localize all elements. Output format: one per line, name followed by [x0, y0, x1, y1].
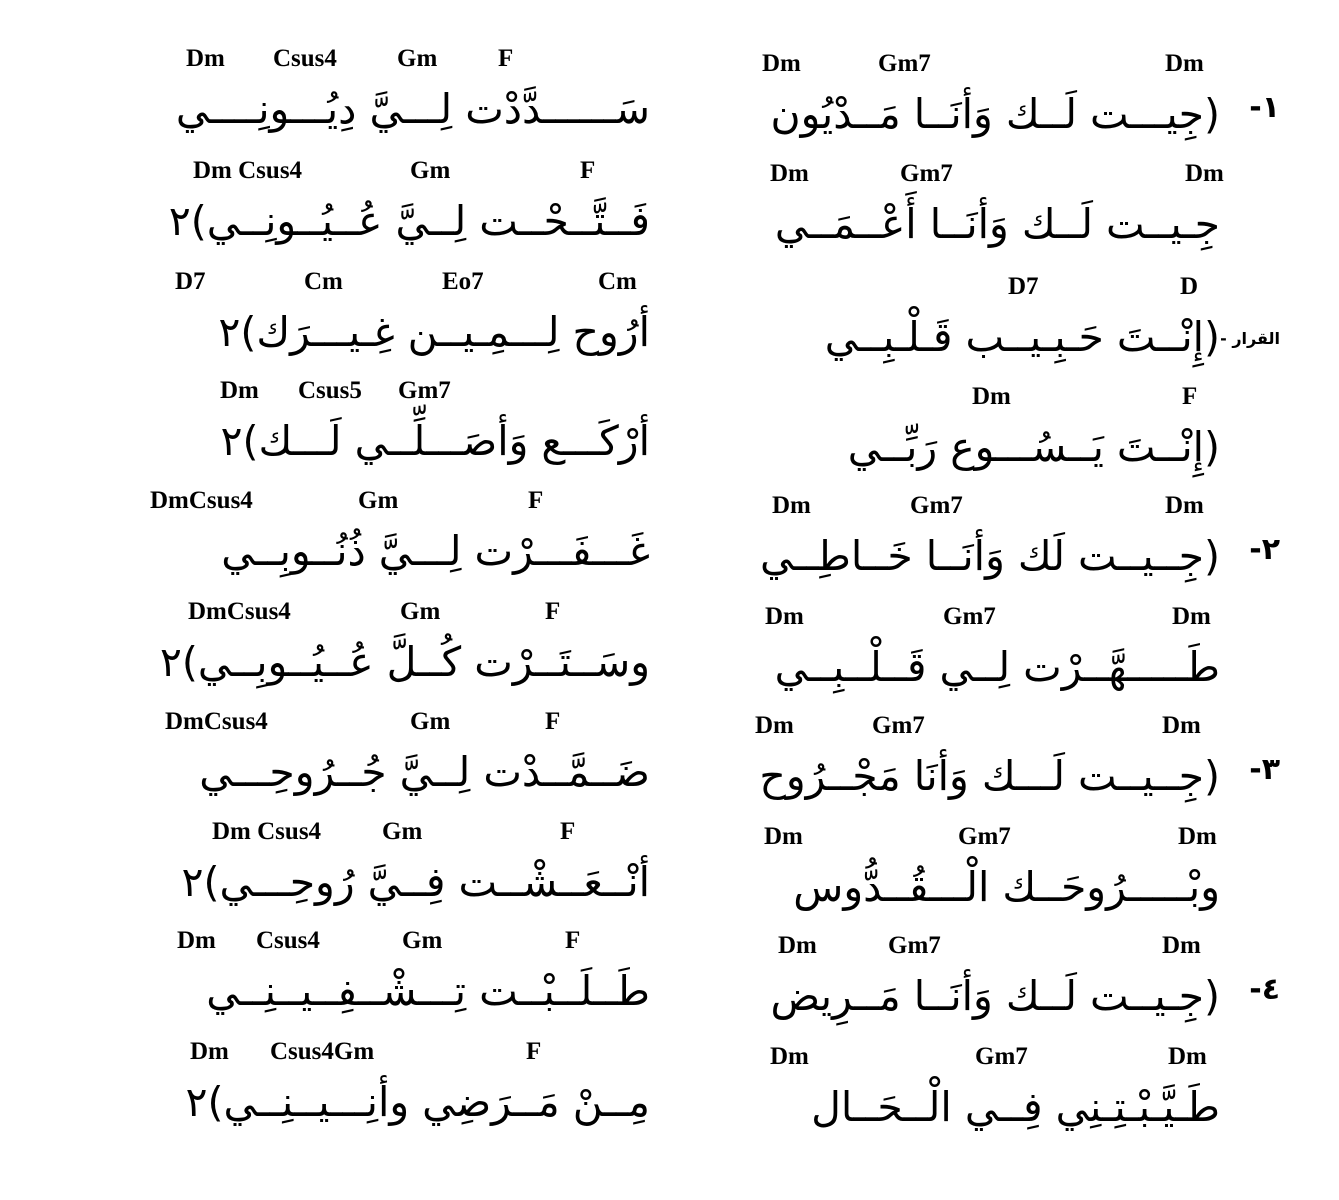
verse-line — [700, 712, 1280, 822]
chord-label: Dm — [177, 927, 216, 954]
lyric-line: جِـيــت لَــك وَأنَــا أَعْــمَــي — [774, 200, 1220, 248]
chord-label: Cm — [304, 268, 343, 295]
chord-label: DmCsus4 — [165, 708, 268, 735]
chord-label: F — [1182, 383, 1198, 410]
chord-label: Dm — [190, 1038, 229, 1065]
verse-line — [90, 1038, 660, 1148]
verse-line — [90, 157, 660, 267]
chord-label: F — [528, 487, 544, 514]
chord-label: Dm — [770, 160, 809, 187]
chord-label: F — [580, 157, 596, 184]
lyric-line: أرْكَـــع وَأصَـــلِّــي لَـــك)٢ — [220, 417, 650, 465]
lyric-line: (جِــيــت لَك وَأنَــا خَــاطِــي — [760, 532, 1220, 580]
chord-label: Dm Csus4 — [212, 818, 322, 845]
verse-line — [700, 823, 1280, 933]
chord-label: Dm Csus4 — [193, 157, 303, 184]
chord-label: D7 — [175, 268, 206, 295]
chord-label: Dm — [1162, 932, 1201, 959]
lyric-line: فَــتَّــحْــت لِــيَّ عُــيُــونِــي)٢ — [168, 197, 650, 245]
chord-label: Dm — [1185, 160, 1224, 187]
left-column — [90, 0, 660, 1200]
chorus-line — [700, 273, 1280, 383]
lyric-line: وبْـــــرُوحَــك الْـــقُــدُّوس — [793, 863, 1220, 911]
chord-label: Gm7 — [878, 50, 931, 77]
lyric-line: (جِـيــت لَــك وَأنَــا مَــرِيض — [770, 972, 1220, 1020]
verse-line — [700, 50, 1280, 160]
lyric-line: طَـــــهَّــرْت لِــي قَــلْــبِــي — [774, 643, 1220, 691]
chord-label: Csus5 — [298, 377, 362, 404]
lyric-line: أنْــعَــشْــت فِــيَّ رُوحِـــي)٢ — [181, 858, 650, 906]
chord-label: Gm — [400, 598, 441, 625]
chord-label: D — [1180, 273, 1199, 300]
chord-label: DmCsus4 — [188, 598, 291, 625]
chord-label: Gm — [382, 818, 423, 845]
chord-label: F — [545, 598, 561, 625]
chord-label: DmCsus4 — [150, 487, 253, 514]
verse-line — [90, 598, 660, 708]
chord-label: Gm7 — [872, 712, 925, 739]
chord-label: Dm — [762, 50, 801, 77]
lyric-line: (جِــيــت لَـــك وَأنَا مَجْــرُوح — [759, 752, 1220, 800]
chord-label: Dm — [764, 823, 803, 850]
chord-label: Dm — [755, 712, 794, 739]
chord-label: Csus4 — [256, 927, 320, 954]
lyric-line: غَـــفَـــرْت لِـــيَّ ذُنُــوبِــي — [221, 527, 650, 575]
chord-label: Csus4Gm — [270, 1038, 375, 1065]
chord-label: Gm — [410, 157, 451, 184]
chorus-label: القرار - — [1220, 329, 1280, 348]
lyric-line: طَـيَّـبْـتِـنِي فِــي الْــحَــال — [811, 1083, 1220, 1131]
verse-line — [90, 268, 660, 378]
verse-number: ٢- — [1249, 532, 1280, 567]
chord-label: Gm7 — [900, 160, 953, 187]
chord-label: Dm — [972, 383, 1011, 410]
verse-line — [90, 927, 660, 1037]
lyric-line: وسَــتَــرْت كُــلَّ عُــيُــوبِــي)٢ — [159, 638, 650, 686]
verse-line — [90, 708, 660, 818]
lyric-line: سَــــــدَّدْت لِـــيَّ دِيُـــونِــــي — [175, 85, 650, 133]
chord-label: Csus4 — [273, 45, 337, 72]
chord-label: F — [526, 1038, 542, 1065]
verse-line — [700, 932, 1280, 1042]
lyric-line: ضَــمَّــدْت لِــيَّ جُــرُوحِـــي — [199, 748, 650, 796]
lyric-line: أرُوح لِـــمِـيــن غِـيـــرَك)٢ — [218, 308, 650, 356]
chord-label: Dm — [1162, 712, 1201, 739]
verse-line — [90, 818, 660, 928]
chord-label: Gm7 — [943, 603, 996, 630]
chorus-line — [700, 383, 1280, 493]
chord-label: F — [560, 818, 576, 845]
verse-line — [700, 603, 1280, 713]
lyric-line: (إِنْــتَ حَـبِـيــب قَـلْـبِــي — [824, 313, 1220, 361]
lyric-line: (إِنْــتَ يَــسُـــوع رَبِّــي — [847, 423, 1220, 471]
chord-label: Dm — [186, 45, 225, 72]
chord-label: Cm — [598, 268, 637, 295]
lyric-line: طَــلَــبْــت تِـــشْــفِــيــنِــي — [206, 967, 650, 1015]
chord-label: Dm — [1165, 492, 1204, 519]
chord-label: Dm — [772, 492, 811, 519]
chord-label: Gm — [410, 708, 451, 735]
chord-label: F — [498, 45, 514, 72]
chord-label: Gm — [358, 487, 399, 514]
chord-label: F — [565, 927, 581, 954]
chord-label: Dm — [1168, 1043, 1207, 1070]
chord-label: Dm — [1178, 823, 1217, 850]
verse-number: ٤- — [1249, 972, 1280, 1007]
verse-line — [90, 487, 660, 597]
verse-line — [700, 492, 1280, 602]
chord-label: Dm — [778, 932, 817, 959]
right-column — [700, 0, 1280, 1200]
chord-label: Gm — [402, 927, 443, 954]
chord-label: Dm — [765, 603, 804, 630]
chord-label: Gm7 — [398, 377, 451, 404]
chord-label: Dm — [1165, 50, 1204, 77]
lyric-line: مِــنْ مَــرَضِي وأنِـــيــنِــي)٢ — [185, 1078, 650, 1126]
chord-label: D7 — [1008, 273, 1039, 300]
chord-label: Gm7 — [958, 823, 1011, 850]
chord-label: Gm — [397, 45, 438, 72]
chord-label: Dm — [220, 377, 259, 404]
chord-label: Dm — [1172, 603, 1211, 630]
verse-number: ١- — [1249, 90, 1280, 125]
verse-number: ٣- — [1249, 752, 1280, 787]
verse-line — [700, 160, 1280, 270]
verse-line — [90, 377, 660, 487]
chord-label: Eo7 — [442, 268, 484, 295]
verse-line — [90, 45, 660, 155]
lyric-line: (جِيـــت لَــك وَأنَــا مَــدْيُون — [770, 90, 1220, 138]
chord-label: Gm7 — [975, 1043, 1028, 1070]
chord-label: Gm7 — [888, 932, 941, 959]
verse-line — [700, 1043, 1280, 1153]
chord-label: Gm7 — [910, 492, 963, 519]
chord-label: Dm — [770, 1043, 809, 1070]
chord-label: F — [545, 708, 561, 735]
